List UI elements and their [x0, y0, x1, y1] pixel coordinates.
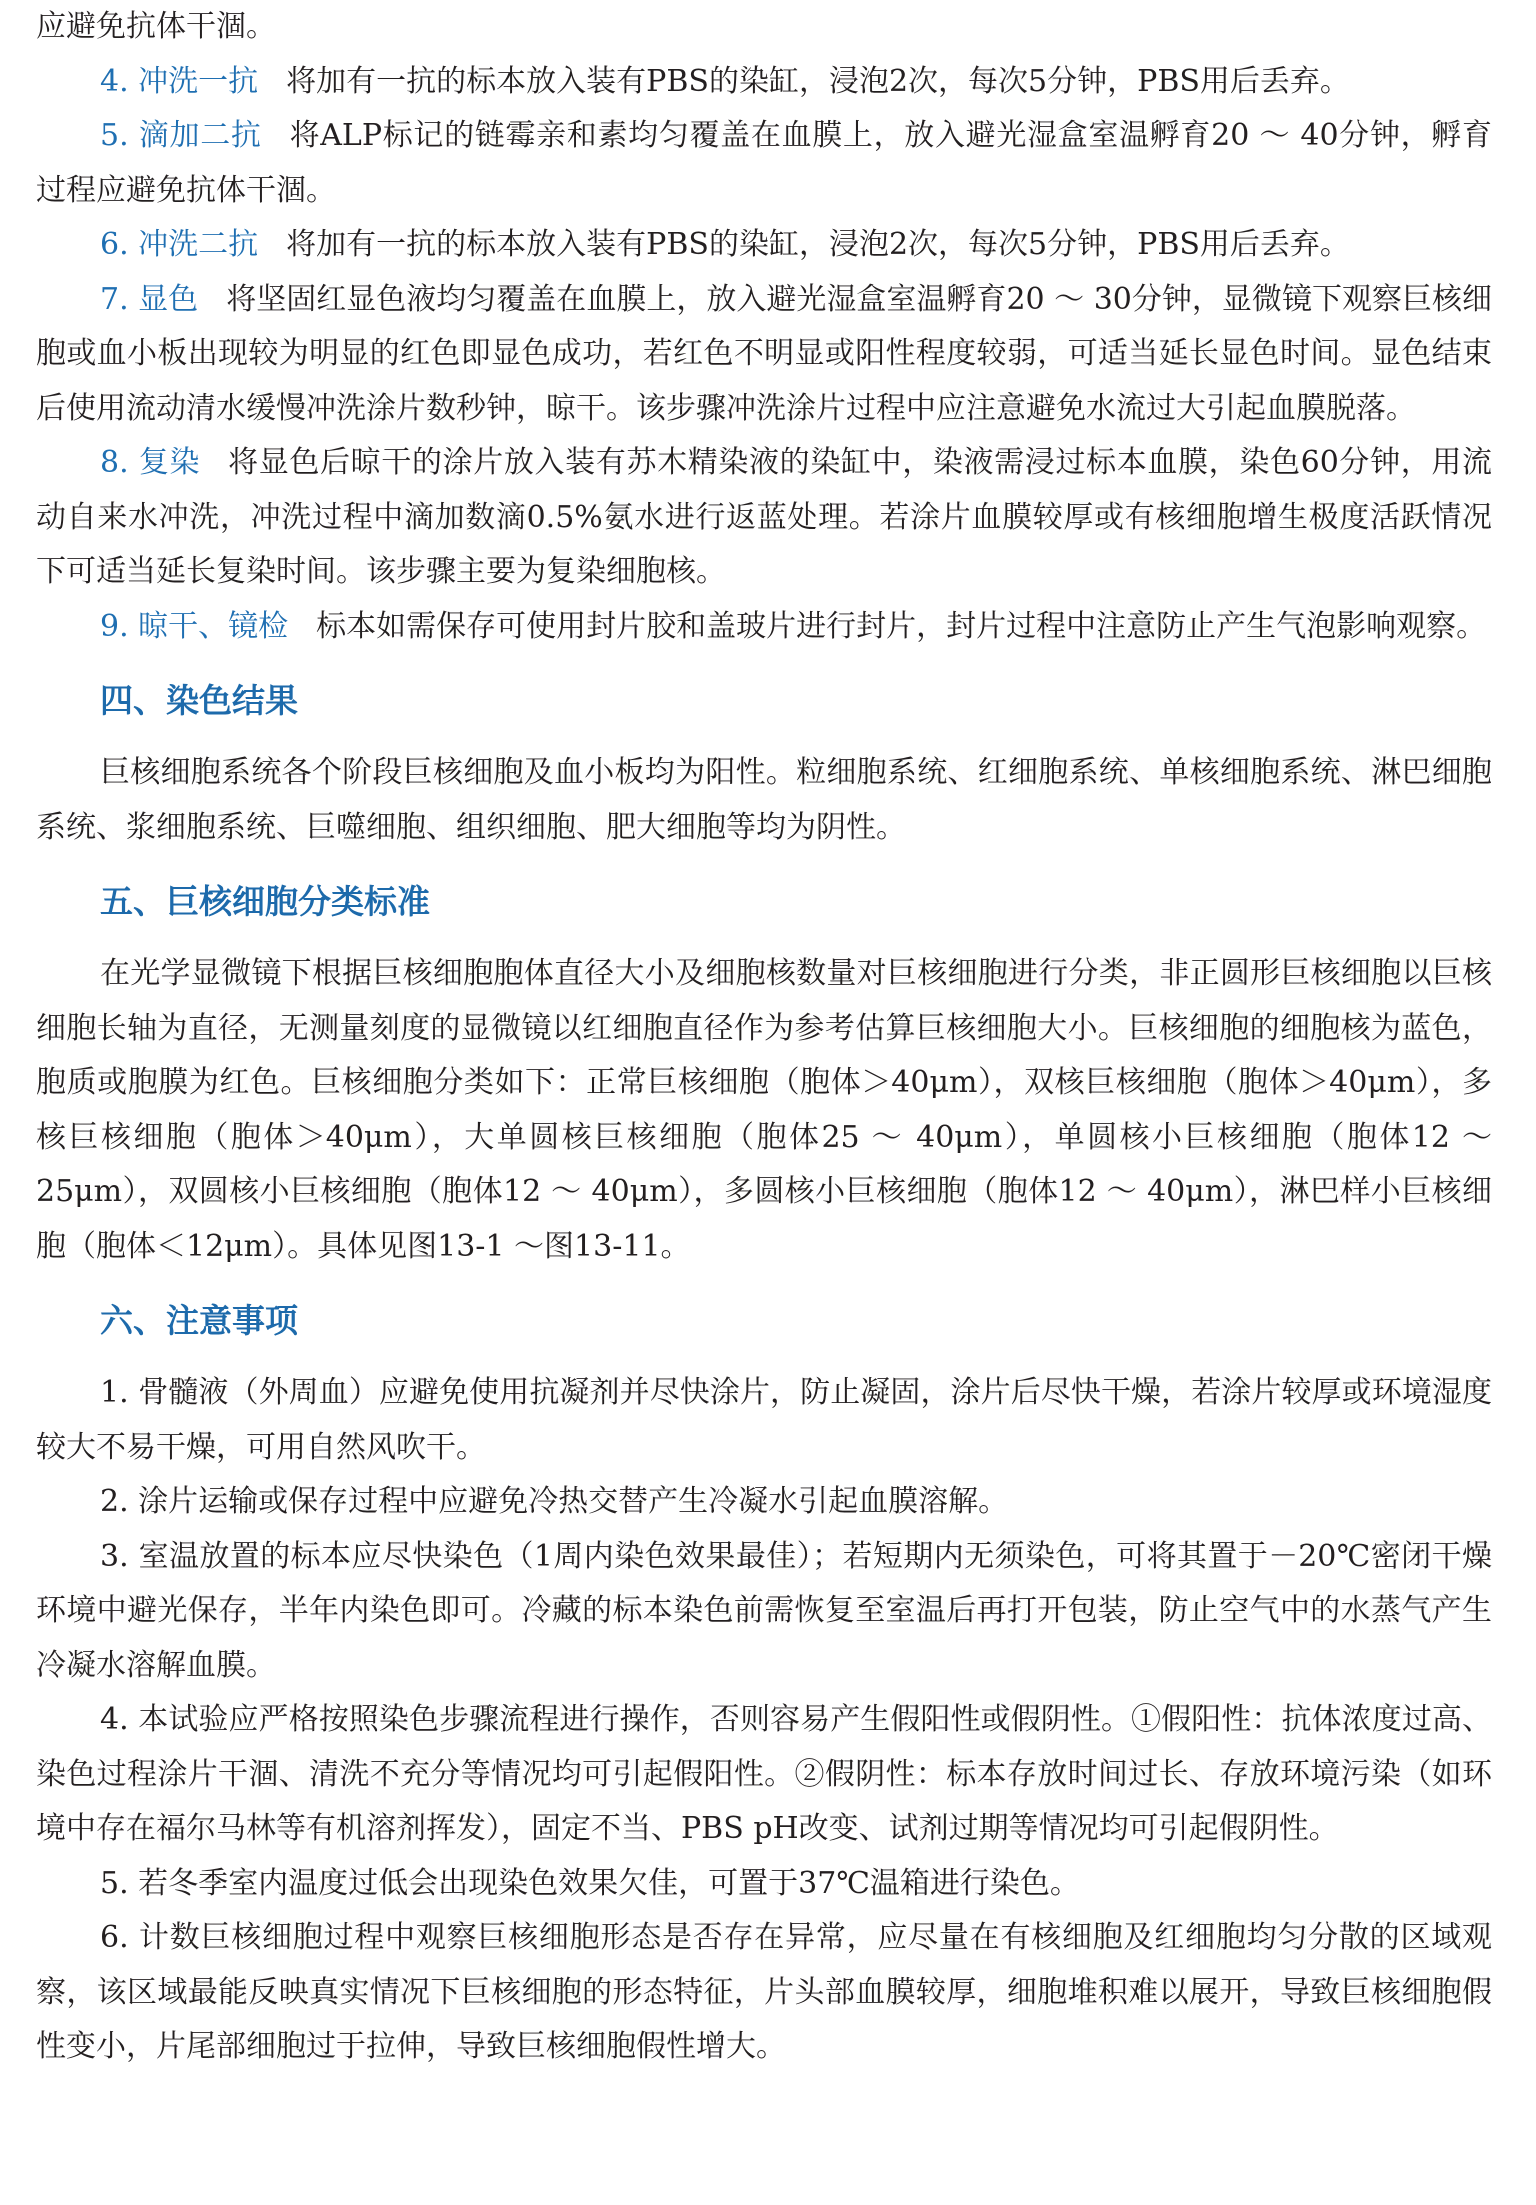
step-text: 标本如需保存可使用封片胶和盖玻片进行封片，封片过程中注意防止产生气泡影响观察。 [316, 608, 1487, 644]
section-text-classification: 在光学显微镜下根据巨核细胞胞体直径大小及细胞核数量对巨核细胞进行分类，非正圆形巨核细胞以巨核细胞长轴为直径，无测量刻度的显微镜以红细胞直径作为参考估算巨核细胞大小。巨核细胞的细胞核为蓝色，胞质或胞膜为红色。巨核细胞分类如下：正常巨核细胞（胞体＞40μm），双核巨核细胞（胞体＞40μm），多核巨核细胞（胞体＞40μm），大单圆核巨核细胞（胞体25 ～ 40μm），单圆核小巨核细胞（胞体12 ～ 25μm），双圆核小巨核细胞（胞体12 ～ 40μm），多圆核小巨核细胞（胞体12 ～ 40μm），淋巴样小巨核细胞（胞体＜12μm）。具体见图13-1 ～图13-11。 [36, 956, 1492, 1264]
step-number: 4. [100, 63, 129, 99]
step-number: 9. [100, 608, 129, 644]
precaution-item-2: 2. 涂片运输或保存过程中应避免冷热交替产生冷凝水引起血膜溶解。 [100, 1484, 1009, 1519]
precaution-item-3: 3. 室温放置的标本应尽快染色（1周内染色效果最佳）；若短期内无须染色，可将其置于－20℃密闭干燥环境中避光保存，半年内染色即可。冷藏的标本染色前需恢复至室温后再打开包装，防止空气中的水蒸气产生冷凝水溶解血膜。 [36, 1538, 1492, 1683]
step-text: 将加有一抗的标本放入装有PBS的染缸，浸泡2次，每次5分钟，PBS用后丢弃。 [286, 227, 1350, 262]
step-text: 将加有一抗的标本放入装有PBS的染缸，浸泡2次，每次5分钟，PBS用后丢弃。 [286, 63, 1350, 99]
precaution-item-5: 5. 若冬季室内温度过低会出现染色效果欠佳，可置于37℃温箱进行染色。 [100, 1865, 1080, 1901]
section-heading-staining-results: 四、染色结果 [100, 681, 298, 720]
step-number: 6. [100, 227, 129, 262]
step-text: 将坚固红显色液均匀覆盖在血膜上，放入避光湿盒室温孵育20 ～ 30分钟，显微镜下观察巨核细胞或血小板出现较为明显的红色即显色成功，若红色不明显或阳性程度较弱，可适当延长显色时间。显色结束后使用流动清水缓慢冲洗涂片数秒钟，晾干。该步骤冲洗涂片过程中应注意避免水流过大引起血膜脱落。 [36, 281, 1493, 426]
step-6 [36, 218, 1492, 273]
step-title: 滴加二抗 [138, 118, 262, 153]
step-4 [36, 55, 1492, 110]
section-heading-classification: 五、巨核细胞分类标准 [100, 882, 430, 921]
step-9 [36, 600, 1492, 655]
step-8 [36, 436, 1492, 600]
step-5 [36, 109, 1492, 218]
step-7 [36, 273, 1492, 437]
step-title: 冲洗二抗 [138, 227, 259, 262]
continuation-text: 应避免抗体干涸。 [36, 9, 276, 44]
step-text: 将ALP标记的链霉亲和素均匀覆盖在血膜上，放入避光湿盒室温孵育20 ～ 40分钟，孵育过程应避免抗体干涸。 [36, 118, 1492, 208]
step-number: 7. [100, 281, 129, 317]
precaution-item-4: 4. 本试验应严格按照染色步骤流程进行操作，否则容易产生假阳性或假阴性。①假阳性：抗体浓度过高、染色过程涂片干涸、清洗不充分等情况均可引起假阳性。②假阴性：标本存放时间过长、存放环境污染（如环境中存在福尔马林等有机溶剂挥发），固定不当、PBS pH改变、试剂过期等情况均可引起假阴性。 [36, 1702, 1492, 1846]
step-title: 晾干、镜检 [138, 608, 289, 644]
precaution-item-6: 6. 计数巨核细胞过程中观察巨核细胞形态是否存在异常，应尽量在有核细胞及红细胞均匀分散的区域观察，该区域最能反映真实情况下巨核细胞的形态特征，片头部血膜较厚，细胞堆积难以展开，导致巨核细胞假性变小，片尾部细胞过于拉伸，导致巨核细胞假性增大。 [36, 1920, 1492, 2064]
step-text: 将显色后晾干的涂片放入装有苏木精染液的染缸中，染液需浸过标本血膜，染色60分钟，用流动自来水冲洗，冲洗过程中滴加数滴0.5%氨水进行返蓝处理。若涂片血膜较厚或有核细胞增生极度活跃情况下可适当延长复染时间。该步骤主要为复染细胞核。 [36, 445, 1492, 589]
step-number: 8. [100, 445, 129, 480]
step-number: 5. [100, 118, 129, 153]
step-title: 冲洗一抗 [138, 63, 259, 99]
section-text-staining-results: 巨核细胞系统各个阶段巨核细胞及血小板均为阳性。粒细胞系统、红细胞系统、单核细胞系统、淋巴细胞系统、浆细胞系统、巨噬细胞、组织细胞、肥大细胞等均为阴性。 [36, 755, 1492, 845]
step-title: 显色 [138, 281, 199, 317]
step-title: 复染 [138, 445, 201, 480]
precaution-item-1: 1. 骨髓液（外周血）应避免使用抗凝剂并尽快涂片，防止凝固，涂片后尽快干燥，若涂片较厚或环境湿度较大不易干燥，可用自然风吹干。 [36, 1375, 1492, 1465]
section-heading-precautions: 六、注意事项 [100, 1301, 298, 1340]
